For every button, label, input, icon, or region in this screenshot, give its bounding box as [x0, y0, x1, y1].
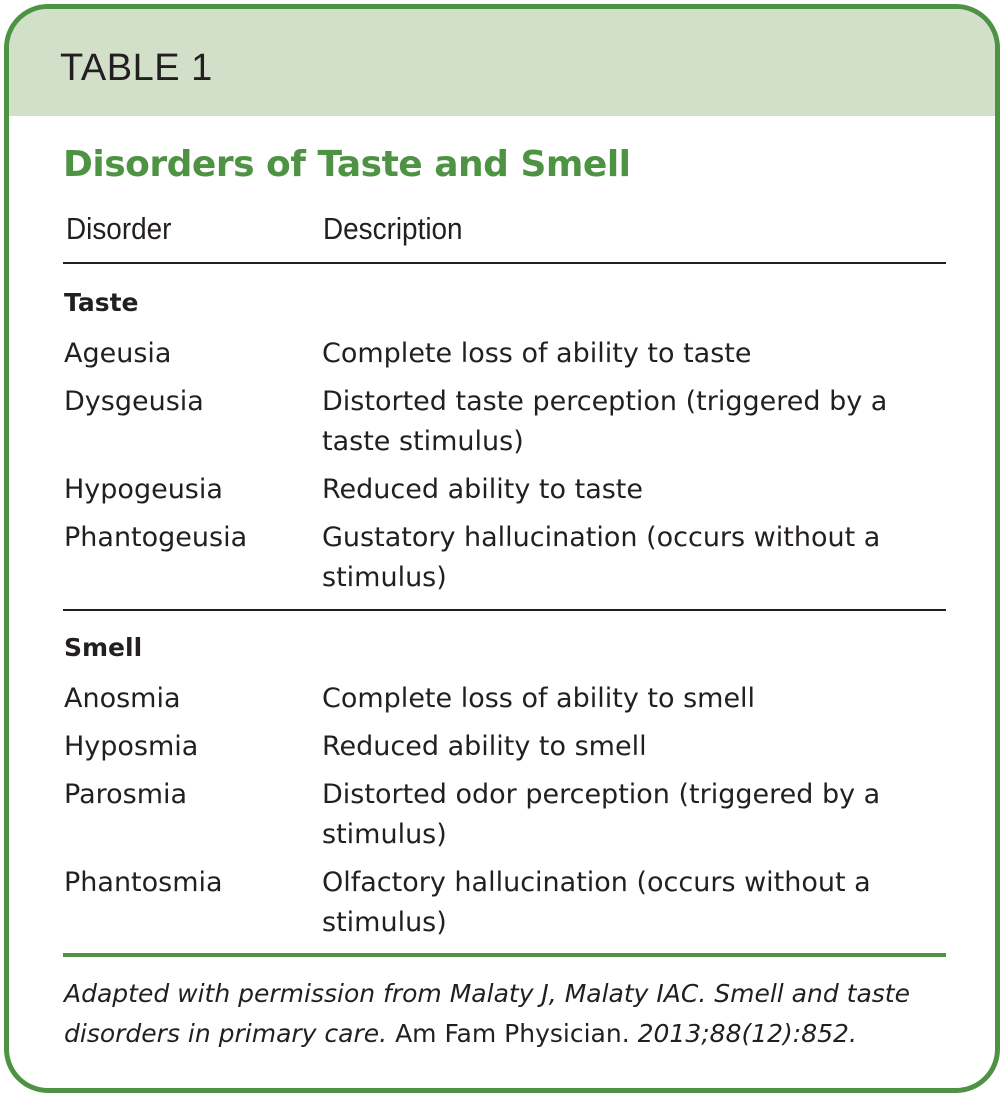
source-journal: Am Fam Physician.: [395, 1019, 630, 1048]
source-citation: 2013;88(12):852.: [637, 1019, 857, 1048]
disorder-description-continued: stimulus): [322, 562, 447, 593]
disorder-name: Anosmia: [64, 683, 181, 714]
table-title: Disorders of Taste and Smell: [63, 144, 631, 185]
disorder-description: Olfactory hallucination (occurs without a: [322, 867, 871, 898]
table-card: [4, 4, 1000, 1093]
source-note-text: Adapted with permission from Malaty J, Malaty IAC. Smell and taste disorders in primary care.: [64, 979, 910, 1048]
section-label-taste: Taste: [64, 288, 139, 317]
disorder-name: Ageusia: [64, 338, 172, 369]
disorder-description: Distorted taste perception (triggered by a: [322, 386, 888, 417]
disorder-description: Reduced ability to taste: [322, 474, 644, 505]
disorder-description-continued: taste stimulus): [322, 426, 524, 457]
source-note: [64, 974, 954, 1054]
disorder-description: Complete loss of ability to smell: [322, 683, 756, 714]
disorder-description: Gustatory hallucination (occurs without a: [322, 522, 881, 553]
disorder-name: Phantosmia: [64, 867, 223, 898]
disorder-description: Distorted odor perception (triggered by a: [322, 779, 881, 810]
table-label: TABLE 1: [60, 47, 213, 89]
disorder-description-continued: stimulus): [322, 819, 447, 850]
disorder-name: Phantogeusia: [64, 522, 248, 553]
disorder-description: Reduced ability to smell: [322, 731, 647, 762]
disorder-name: Hypogeusia: [64, 474, 223, 505]
table-header-band: [9, 9, 995, 116]
column-header-disorder: Disorder: [66, 211, 172, 246]
section-divider: [63, 609, 946, 611]
column-header-description: Description: [323, 211, 463, 246]
header-rule: [63, 262, 946, 264]
disorder-description: Complete loss of ability to taste: [322, 338, 752, 369]
disorder-description-continued: stimulus): [322, 907, 447, 938]
section-label-smell: Smell: [64, 633, 143, 662]
disorder-name: Parosmia: [64, 779, 188, 810]
disorder-name: Hyposmia: [64, 731, 199, 762]
table-bottom-rule: [63, 953, 946, 957]
disorder-name: Dysgeusia: [64, 386, 204, 417]
